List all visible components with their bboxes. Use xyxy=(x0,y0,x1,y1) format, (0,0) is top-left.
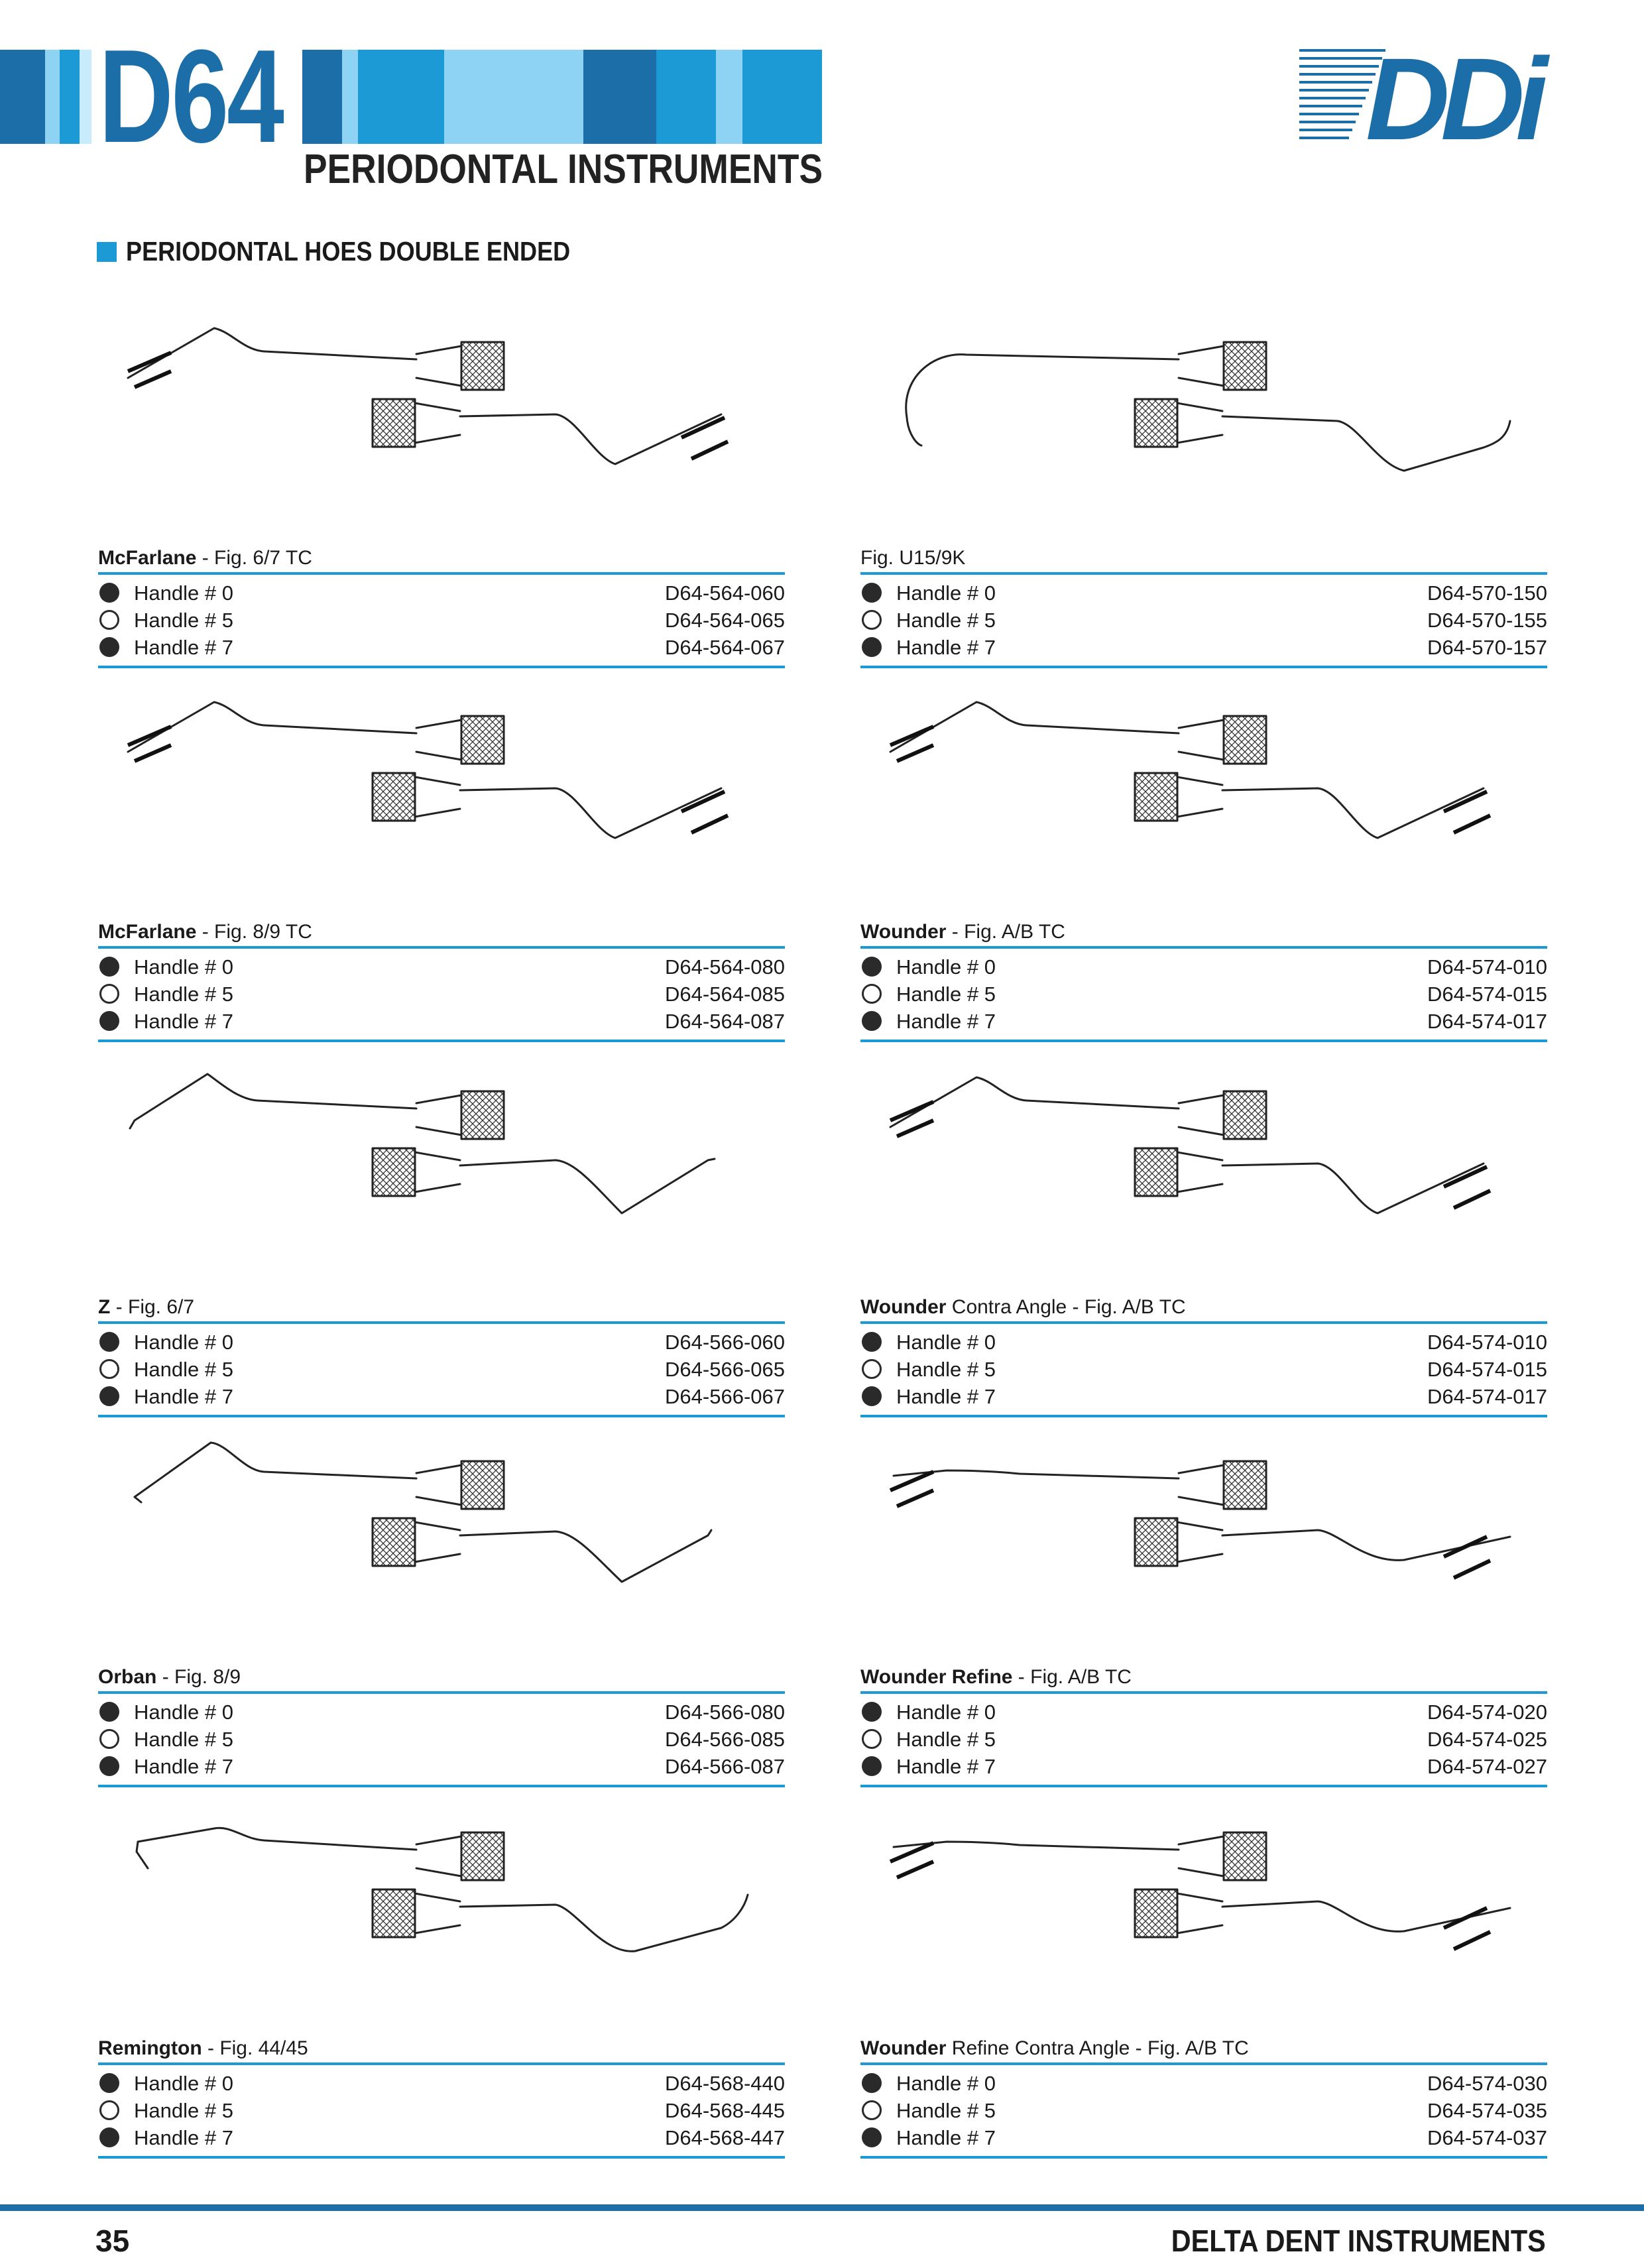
page-number: 35 xyxy=(95,2224,130,2258)
handle-row xyxy=(860,1008,1547,1035)
hoe-short-icon xyxy=(860,679,1547,878)
product-block xyxy=(98,1054,785,1425)
article-code: D64-568-440 xyxy=(665,2072,785,2095)
handle-row xyxy=(98,1699,785,1726)
product-figure: - Fig. 44/45 xyxy=(202,2037,308,2059)
block-bottom-rule xyxy=(860,2156,1547,2159)
open-circle-icon xyxy=(99,984,119,1004)
filled-circle-icon xyxy=(99,1011,119,1031)
product-block xyxy=(860,1054,1547,1425)
block-bottom-rule xyxy=(98,1415,785,1417)
article-code: D64-566-080 xyxy=(665,1701,785,1724)
article-code: D64-564-085 xyxy=(665,983,785,1006)
block-bottom-rule xyxy=(860,1415,1547,1417)
handle-row xyxy=(860,2070,1547,2097)
caption-rule xyxy=(98,1691,785,1694)
caption-rule xyxy=(98,572,785,575)
product-name: McFarlane xyxy=(98,547,197,569)
product-block xyxy=(860,1795,1547,2167)
article-code: D64-570-155 xyxy=(1427,609,1547,632)
filled-circle-icon xyxy=(99,583,119,603)
open-circle-icon xyxy=(99,610,119,630)
article-code: D64-574-027 xyxy=(1427,1755,1547,1778)
handle-label: Handle # 7 xyxy=(896,636,996,659)
handle-row xyxy=(860,1726,1547,1753)
article-code: D64-568-445 xyxy=(665,2099,785,2122)
handle-row xyxy=(98,2070,785,2097)
caption-rule xyxy=(98,2062,785,2065)
product-figure: - Fig. 6/7 xyxy=(110,1296,195,1318)
handle-label: Handle # 5 xyxy=(134,1358,233,1381)
article-code: D64-566-065 xyxy=(665,1358,785,1381)
caption-rule xyxy=(860,946,1547,949)
handle-label: Handle # 0 xyxy=(896,955,996,979)
handle-row xyxy=(860,1356,1547,1383)
handle-row xyxy=(98,607,785,634)
block-bottom-rule xyxy=(98,1785,785,1787)
handle-row xyxy=(98,953,785,981)
handle-row xyxy=(98,1383,785,1410)
footer-rule xyxy=(0,2204,1644,2211)
handle-label: Handle # 0 xyxy=(896,1331,996,1354)
caption-rule xyxy=(860,572,1547,575)
article-code: D64-574-015 xyxy=(1427,1358,1547,1381)
bullet-square-icon xyxy=(97,242,117,262)
product-name: Z xyxy=(98,1296,111,1318)
caption-rule xyxy=(860,1691,1547,1694)
filled-circle-icon xyxy=(862,2127,882,2147)
article-code: D64-566-067 xyxy=(665,1385,785,1408)
product-caption xyxy=(98,545,312,571)
handle-row xyxy=(98,1753,785,1780)
product-name: McFarlane xyxy=(98,921,197,943)
product-figure: - Fig. 6/7 TC xyxy=(196,547,312,569)
product-block xyxy=(860,679,1547,1050)
handle-label: Handle # 0 xyxy=(896,2072,996,2095)
article-code: D64-568-447 xyxy=(665,2126,785,2149)
product-name: Wounder xyxy=(860,2037,947,2059)
caption-rule xyxy=(98,946,785,949)
article-code: D64-574-010 xyxy=(1427,1331,1547,1354)
footer-brand: DELTA DENT INSTRUMENTS xyxy=(1171,2224,1546,2258)
handle-row xyxy=(98,2097,785,2124)
curved-scaler-icon xyxy=(860,305,1547,504)
handle-label: Handle # 5 xyxy=(134,983,233,1006)
open-circle-icon xyxy=(862,610,882,630)
handle-label: Handle # 0 xyxy=(134,2072,233,2095)
open-circle-icon xyxy=(862,1729,882,1749)
handle-row xyxy=(98,1008,785,1035)
handle-label: Handle # 7 xyxy=(134,2126,233,2149)
article-code: D64-564-065 xyxy=(665,609,785,632)
filled-circle-icon xyxy=(862,2073,882,2093)
article-code: D64-570-157 xyxy=(1427,636,1547,659)
open-circle-icon xyxy=(99,1359,119,1379)
handle-label: Handle # 0 xyxy=(896,581,996,605)
article-code: D64-564-080 xyxy=(665,955,785,979)
filled-circle-icon xyxy=(99,1332,119,1352)
filled-circle-icon xyxy=(99,957,119,977)
product-caption xyxy=(98,1664,241,1691)
handle-row xyxy=(98,1329,785,1356)
handle-label: Handle # 5 xyxy=(896,2099,996,2122)
product-caption xyxy=(98,919,312,945)
handle-label: Handle # 5 xyxy=(896,1358,996,1381)
handle-label: Handle # 0 xyxy=(134,1701,233,1724)
product-figure: Refine Contra Angle - Fig. A/B TC xyxy=(946,2037,1249,2059)
article-code: D64-574-037 xyxy=(1427,2126,1547,2149)
article-code: D64-564-087 xyxy=(665,1010,785,1033)
handle-row xyxy=(860,2124,1547,2151)
product-caption xyxy=(98,1294,194,1321)
handle-label: Handle # 7 xyxy=(896,1385,996,1408)
handle-label: Handle # 5 xyxy=(134,1728,233,1751)
catalog-code: D64 xyxy=(91,37,290,156)
product-figure: Fig. U15/9K xyxy=(860,547,966,569)
product-block xyxy=(98,1424,785,1795)
handle-label: Handle # 5 xyxy=(896,983,996,1006)
filled-circle-icon xyxy=(862,1386,882,1406)
hoe-refine-contra-icon xyxy=(860,1795,1547,1994)
handle-row xyxy=(860,634,1547,661)
z-hoe-icon xyxy=(98,1054,785,1253)
handle-row xyxy=(860,1753,1547,1780)
handle-label: Handle # 5 xyxy=(134,2099,233,2122)
open-circle-icon xyxy=(862,1359,882,1379)
ddi-logo xyxy=(1299,45,1551,145)
handle-label: Handle # 0 xyxy=(134,955,233,979)
caption-rule xyxy=(860,2062,1547,2065)
hoe-contra-icon xyxy=(860,1054,1547,1253)
filled-circle-icon xyxy=(99,1386,119,1406)
filled-circle-icon xyxy=(99,2073,119,2093)
handle-row xyxy=(98,1726,785,1753)
filled-circle-icon xyxy=(99,1756,119,1776)
product-caption xyxy=(860,1294,1186,1321)
article-code: D64-574-015 xyxy=(1427,983,1547,1006)
filled-circle-icon xyxy=(862,1332,882,1352)
remington-hoe-icon xyxy=(98,1795,785,1994)
handle-label: Handle # 0 xyxy=(896,1701,996,1724)
article-code: D64-574-030 xyxy=(1427,2072,1547,2095)
filled-circle-icon xyxy=(862,583,882,603)
open-circle-icon xyxy=(99,1729,119,1749)
page-title: PERIODONTAL INSTRUMENTS xyxy=(304,147,823,192)
filled-circle-icon xyxy=(862,1756,882,1776)
handle-row xyxy=(860,607,1547,634)
article-code: D64-564-060 xyxy=(665,581,785,605)
product-name: Remington xyxy=(98,2037,202,2059)
hoe-thin-icon xyxy=(98,679,785,878)
filled-circle-icon xyxy=(862,957,882,977)
article-code: D64-574-020 xyxy=(1427,1701,1547,1724)
handle-label: Handle # 5 xyxy=(134,609,233,632)
handle-row xyxy=(98,1356,785,1383)
product-caption xyxy=(860,919,1065,945)
article-code: D64-574-017 xyxy=(1427,1385,1547,1408)
product-caption xyxy=(860,2035,1249,2062)
product-caption xyxy=(860,1664,1132,1691)
handle-row xyxy=(860,953,1547,981)
open-circle-icon xyxy=(862,2100,882,2120)
product-figure: - Fig. 8/9 xyxy=(156,1666,241,1688)
product-caption xyxy=(860,545,965,571)
product-figure: - Fig. A/B TC xyxy=(946,921,1065,943)
product-name: Wounder xyxy=(860,921,947,943)
handle-label: Handle # 5 xyxy=(896,1728,996,1751)
filled-circle-icon xyxy=(862,637,882,657)
open-circle-icon xyxy=(99,2100,119,2120)
product-block xyxy=(860,305,1547,676)
block-bottom-rule xyxy=(860,1040,1547,1042)
article-code: D64-564-067 xyxy=(665,636,785,659)
product-block xyxy=(98,679,785,1050)
filled-circle-icon xyxy=(862,1011,882,1031)
product-name: Wounder xyxy=(860,1296,947,1318)
filled-circle-icon xyxy=(99,1702,119,1722)
handle-label: Handle # 0 xyxy=(134,581,233,605)
product-figure: - Fig. 8/9 TC xyxy=(196,921,312,943)
handle-label: Handle # 7 xyxy=(134,1385,233,1408)
subsection-heading: PERIODONTAL HOES DOUBLE ENDED xyxy=(97,236,631,267)
block-bottom-rule xyxy=(98,666,785,668)
handle-label: Handle # 7 xyxy=(896,1010,996,1033)
caption-rule xyxy=(860,1321,1547,1324)
handle-row xyxy=(860,579,1547,607)
article-code: D64-566-060 xyxy=(665,1331,785,1354)
caption-rule xyxy=(98,1321,785,1324)
handle-label: Handle # 7 xyxy=(134,636,233,659)
handle-row xyxy=(860,1699,1547,1726)
product-block xyxy=(98,1795,785,2167)
article-code: D64-574-017 xyxy=(1427,1010,1547,1033)
product-caption xyxy=(98,2035,308,2062)
article-code: D64-570-150 xyxy=(1427,581,1547,605)
handle-row xyxy=(860,981,1547,1008)
filled-circle-icon xyxy=(99,637,119,657)
block-bottom-rule xyxy=(98,2156,785,2159)
article-code: D64-574-025 xyxy=(1427,1728,1547,1751)
handle-row xyxy=(860,2097,1547,2124)
block-bottom-rule xyxy=(860,666,1547,668)
product-block xyxy=(860,1424,1547,1795)
hoe-refine-icon xyxy=(860,1424,1547,1623)
handle-label: Handle # 7 xyxy=(134,1010,233,1033)
handle-label: Handle # 7 xyxy=(896,2126,996,2149)
handle-label: Handle # 0 xyxy=(134,1331,233,1354)
handle-label: Handle # 7 xyxy=(896,1755,996,1778)
block-bottom-rule xyxy=(98,1040,785,1042)
orban-hoe-icon xyxy=(98,1424,785,1623)
handle-row xyxy=(860,1383,1547,1410)
handle-row xyxy=(98,634,785,661)
product-block xyxy=(98,305,785,676)
filled-circle-icon xyxy=(99,2127,119,2147)
open-circle-icon xyxy=(862,984,882,1004)
product-name: Orban xyxy=(98,1666,157,1688)
handle-row xyxy=(860,1329,1547,1356)
handle-row xyxy=(98,981,785,1008)
handle-label: Handle # 5 xyxy=(896,609,996,632)
filled-circle-icon xyxy=(862,1702,882,1722)
product-name: Wounder Refine xyxy=(860,1666,1013,1688)
article-code: D64-574-035 xyxy=(1427,2099,1547,2122)
svg-text:DDi: DDi xyxy=(1366,45,1539,145)
product-figure: - Fig. A/B TC xyxy=(1012,1666,1132,1688)
hoe-thin-icon xyxy=(98,305,785,504)
handle-row xyxy=(98,579,785,607)
article-code: D64-566-087 xyxy=(665,1755,785,1778)
article-code: D64-574-010 xyxy=(1427,955,1547,979)
block-bottom-rule xyxy=(860,1785,1547,1787)
article-code: D64-566-085 xyxy=(665,1728,785,1751)
handle-label: Handle # 7 xyxy=(134,1755,233,1778)
handle-row xyxy=(98,2124,785,2151)
product-figure: Contra Angle - Fig. A/B TC xyxy=(946,1296,1186,1318)
